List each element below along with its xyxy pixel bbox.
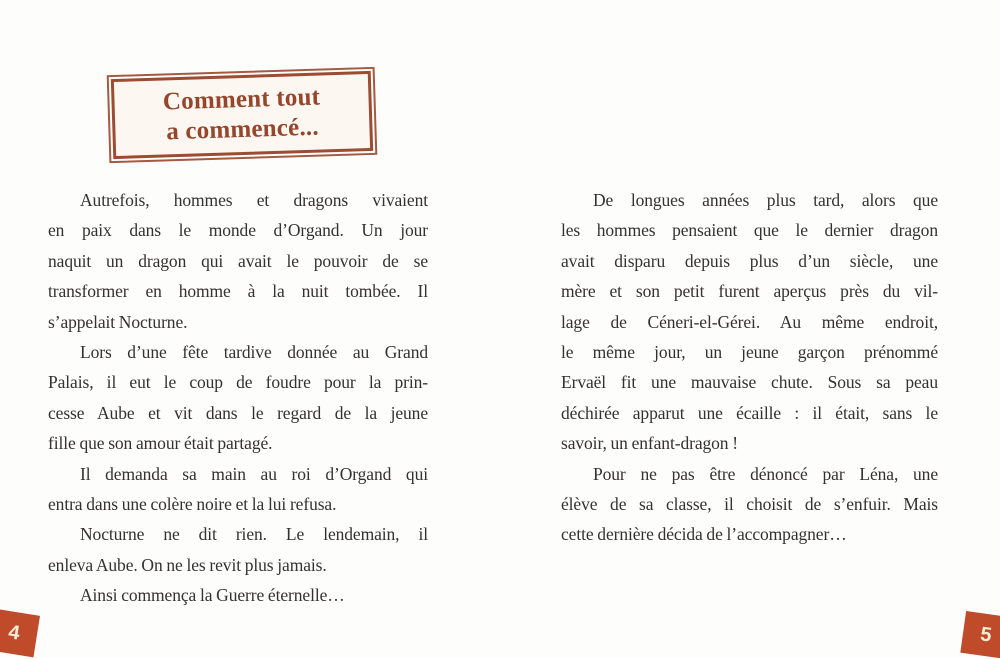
text-line: fille que son amour était partagé. <box>48 433 273 454</box>
text-line: Ervaël fit une mauvaise chute. Sous sa peau <box>561 372 938 393</box>
text-line: savoir, un enfant-dragon ! <box>561 433 738 454</box>
text-line: De longues années plus tard, alors que <box>593 190 938 210</box>
page-left-text-column <box>48 185 428 610</box>
text-line: cette dernière décida de l’accompagner… <box>561 524 847 545</box>
text-line: élève de sa classe, il choisit de s’enfuir. Mais <box>561 493 938 514</box>
text-line: Palais, il eut le coup de foudre pour la prin- <box>48 372 428 393</box>
paragraph <box>561 185 938 459</box>
page-number-right-label: 5 <box>979 622 994 647</box>
text-line: le même jour, un jeune garçon prénommé <box>561 341 938 362</box>
text-line: cesse Aube et vit dans le regard de la jeune <box>48 402 428 423</box>
text-line: Autrefois, hommes et dragons vivaient <box>80 190 428 210</box>
page-right-text-column <box>561 185 938 550</box>
text-line: mère et son petit furent aperçus près du vil- <box>561 281 938 302</box>
text-line: avait disparu depuis plus d’un siècle, une <box>561 250 938 271</box>
text-line: Il demanda sa main au roi d’Organd qui <box>80 463 428 484</box>
text-line: Ainsi commença la Guerre éternelle… <box>80 585 345 606</box>
text-line: les hommes pensaient que le dernier dragon <box>561 220 938 241</box>
page-number-right <box>960 611 1000 659</box>
text-line: Lors d’une fête tardive donnée au Grand <box>80 341 428 362</box>
page-number-left-label: 4 <box>6 620 22 645</box>
chapter-title-frame <box>111 71 373 159</box>
paragraph <box>48 459 428 520</box>
paragraph <box>48 337 428 459</box>
text-line: déchirée apparut une écaille : il était, sans le <box>561 402 938 423</box>
paragraph <box>48 519 428 580</box>
text-line: s’appelait Nocturne. <box>48 311 188 332</box>
text-line: transformer en homme à la nuit tombée. Il <box>48 281 428 302</box>
text-line: naquit un dragon qui avait le pouvoir de se <box>48 250 428 271</box>
page-number-left <box>0 609 40 658</box>
text-line: enleva Aube. On ne les revit plus jamais. <box>48 554 327 575</box>
text-line: Nocturne ne dit rien. Le lendemain, il <box>80 524 428 545</box>
paragraph <box>48 185 428 337</box>
text-line: en paix dans le monde d’Organd. Un jour <box>48 220 428 241</box>
chapter-title-line: a commencé... <box>165 113 320 146</box>
text-line: Pour ne pas être dénoncé par Léna, une <box>593 463 938 484</box>
text-line: lage de Céneri-el-Gérei. Au même endroit, <box>561 311 938 332</box>
chapter-title-box <box>111 71 373 159</box>
chapter-title-line: Comment tout <box>162 83 321 116</box>
text-line: entra dans une colère noire et la lui refusa. <box>48 493 337 514</box>
paragraph <box>561 459 938 550</box>
paragraph <box>48 580 428 610</box>
